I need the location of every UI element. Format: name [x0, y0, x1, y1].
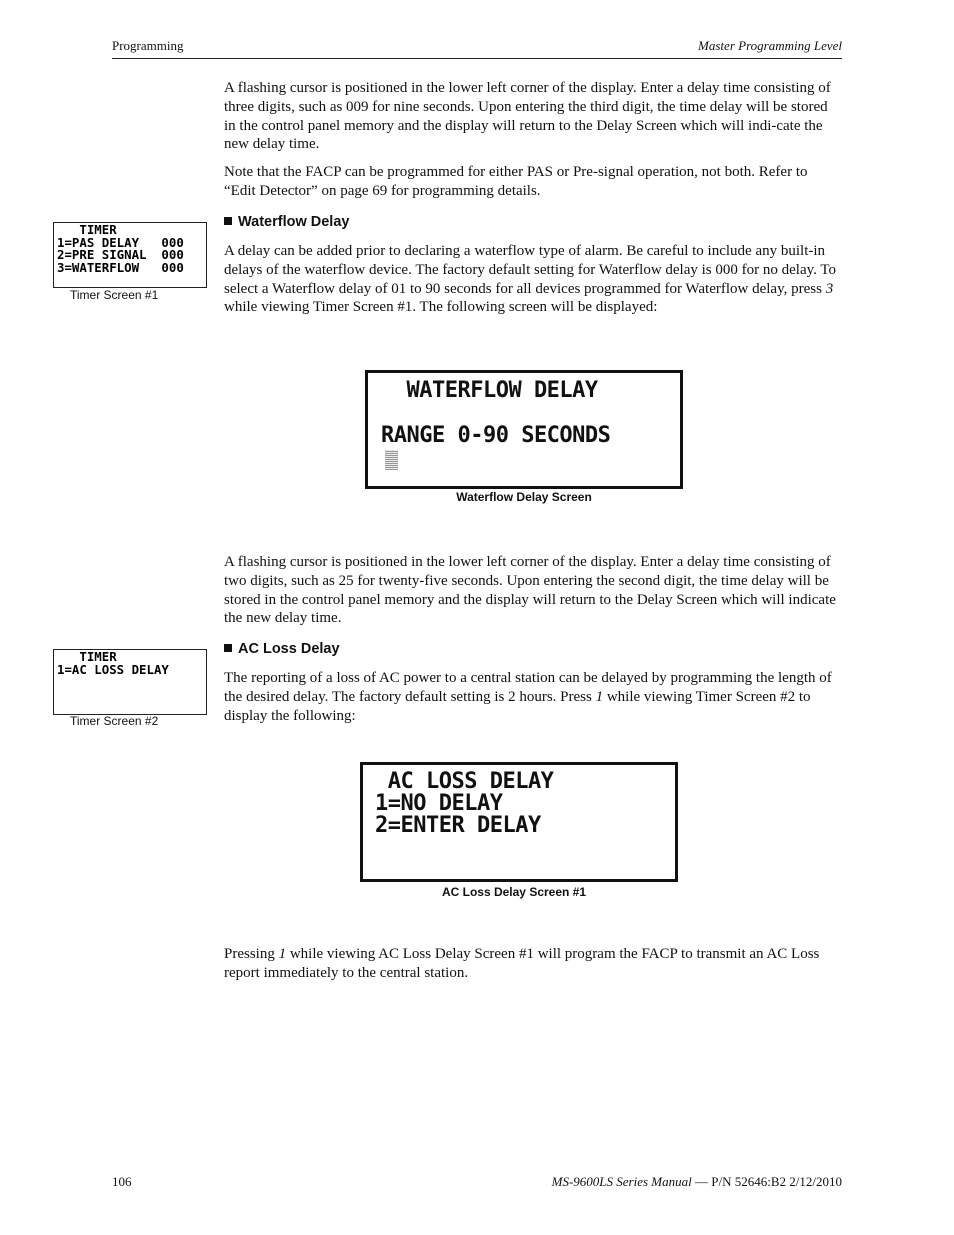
part-number-date: — P/N 52646:B2 2/12/2010	[691, 1174, 842, 1189]
waterflow-delay-screen-display	[365, 370, 683, 489]
flashing-cursor-icon	[385, 450, 398, 470]
paragraph-waterflow-text-b: while viewing Timer Screen #1. The following screen will be displayed:	[224, 299, 658, 316]
manual-title: MS-9600LS Series Manual	[551, 1174, 692, 1189]
ac-loss-screen-line: 2=ENTER DELAY	[375, 813, 541, 838]
key-reference: 3	[825, 280, 834, 297]
key-reference: 1	[595, 688, 604, 705]
ac-loss-delay-heading-text: AC Loss Delay	[238, 641, 340, 657]
waterflow-delay-screen-caption: Waterflow Delay Screen	[456, 490, 592, 504]
timer-screen-2-caption: Timer Screen #2	[70, 714, 159, 728]
paragraph-pas-presignal-note: Note that the FACP can be programmed for either PAS or Pre-signal operation, not both. Refer to “Edit Detector” on page 69 for programming details.	[224, 164, 808, 199]
timer-screen-1-display	[53, 222, 207, 288]
timer-screen-2-line: TIMER	[57, 649, 117, 664]
paragraph-immediate-text-b: while viewing AC Loss Delay Screen #1 will program the FACP to transmit an AC Loss report immediately to the central station.	[224, 946, 820, 981]
timer-screen-1-line: 2=PRE SIGNAL 000	[57, 247, 184, 262]
timer-screen-1-line: 1=PAS DELAY 000	[57, 234, 184, 250]
paragraph-flashing-cursor-three-digits: A flashing cursor is positioned in the lower left corner of the display. Enter a delay time consisting of three digits, such as 009 for nine seconds. Upon entering the third digit, the time delay will be stored in the control panel memory and the display will return to the Delay Screen which will indi-cate the new delay time.	[224, 80, 831, 153]
paragraph-waterflow-delay	[224, 242, 842, 317]
square-bullet-icon	[224, 644, 232, 652]
paragraph-ac-loss-delay	[224, 669, 842, 725]
waterflow-delay-heading-text: Waterflow Delay	[238, 214, 350, 230]
header-level: Master Programming Level	[698, 38, 842, 53]
ac-loss-screen-line: 1=NO DELAY	[375, 791, 503, 816]
timer-screen-1-caption: Timer Screen #1	[70, 288, 159, 302]
paragraph-waterflow-text-a: A delay can be added prior to declaring a waterflow type of alarm. Be careful to include any built-in delays of the waterflow device. The factory default setting for Waterflow delay is 000 for no delay. To select a Waterflow delay of 01 to 90 seconds for all devices programmed for Waterflow delay, press	[224, 243, 836, 297]
paragraph-ac-loss-immediate	[224, 945, 842, 983]
waterflow-delay-heading	[224, 214, 349, 230]
header-section: Programming	[112, 38, 184, 53]
timer-screen-1-line: 3=WATERFLOW 000	[57, 259, 184, 275]
footer-manual-reference	[552, 1174, 842, 1190]
ac-loss-screen-line: AC LOSS DELAY	[375, 769, 554, 794]
square-bullet-icon	[224, 217, 232, 225]
paragraph-ac-loss-text-b: while viewing Timer Screen #2 to display the following:	[224, 688, 811, 724]
timer-screen-2-display	[53, 649, 207, 715]
paragraph-immediate-text-a: Pressing	[224, 946, 279, 962]
timer-screen-1-line: TIMER	[57, 222, 117, 237]
ac-loss-delay-screen-caption: AC Loss Delay Screen #1	[441, 885, 587, 899]
ac-loss-screen-lines	[375, 771, 553, 837]
ac-loss-delay-screen-display	[360, 762, 678, 882]
page-number: 106	[112, 1174, 132, 1189]
paragraph-flashing-cursor-two-digits: A flashing cursor is positioned in the lower left corner of the display. Enter a delay time consisting of two digits, such as 25 for twenty-five seconds. Upon entering the second digit, the time delay will be stored in the control panel memory and the display will return to the Delay Screen which will indicate the new delay time.	[224, 554, 836, 627]
timer-screen-2-line: 1=AC LOSS DELAY	[57, 661, 169, 677]
waterflow-screen-line-1: WATERFLOW DELAY	[381, 378, 598, 403]
ac-loss-delay-heading	[224, 641, 340, 657]
key-reference: 1	[278, 946, 287, 962]
paragraph-ac-loss-text-a: The reporting of a loss of AC power to a central station can be delayed by programming the length of the desired delay. The factory default setting is 2 hours. Press	[224, 670, 832, 705]
header-rule	[112, 58, 842, 59]
waterflow-screen-line-2: RANGE 0-90 SECONDS	[381, 423, 611, 448]
